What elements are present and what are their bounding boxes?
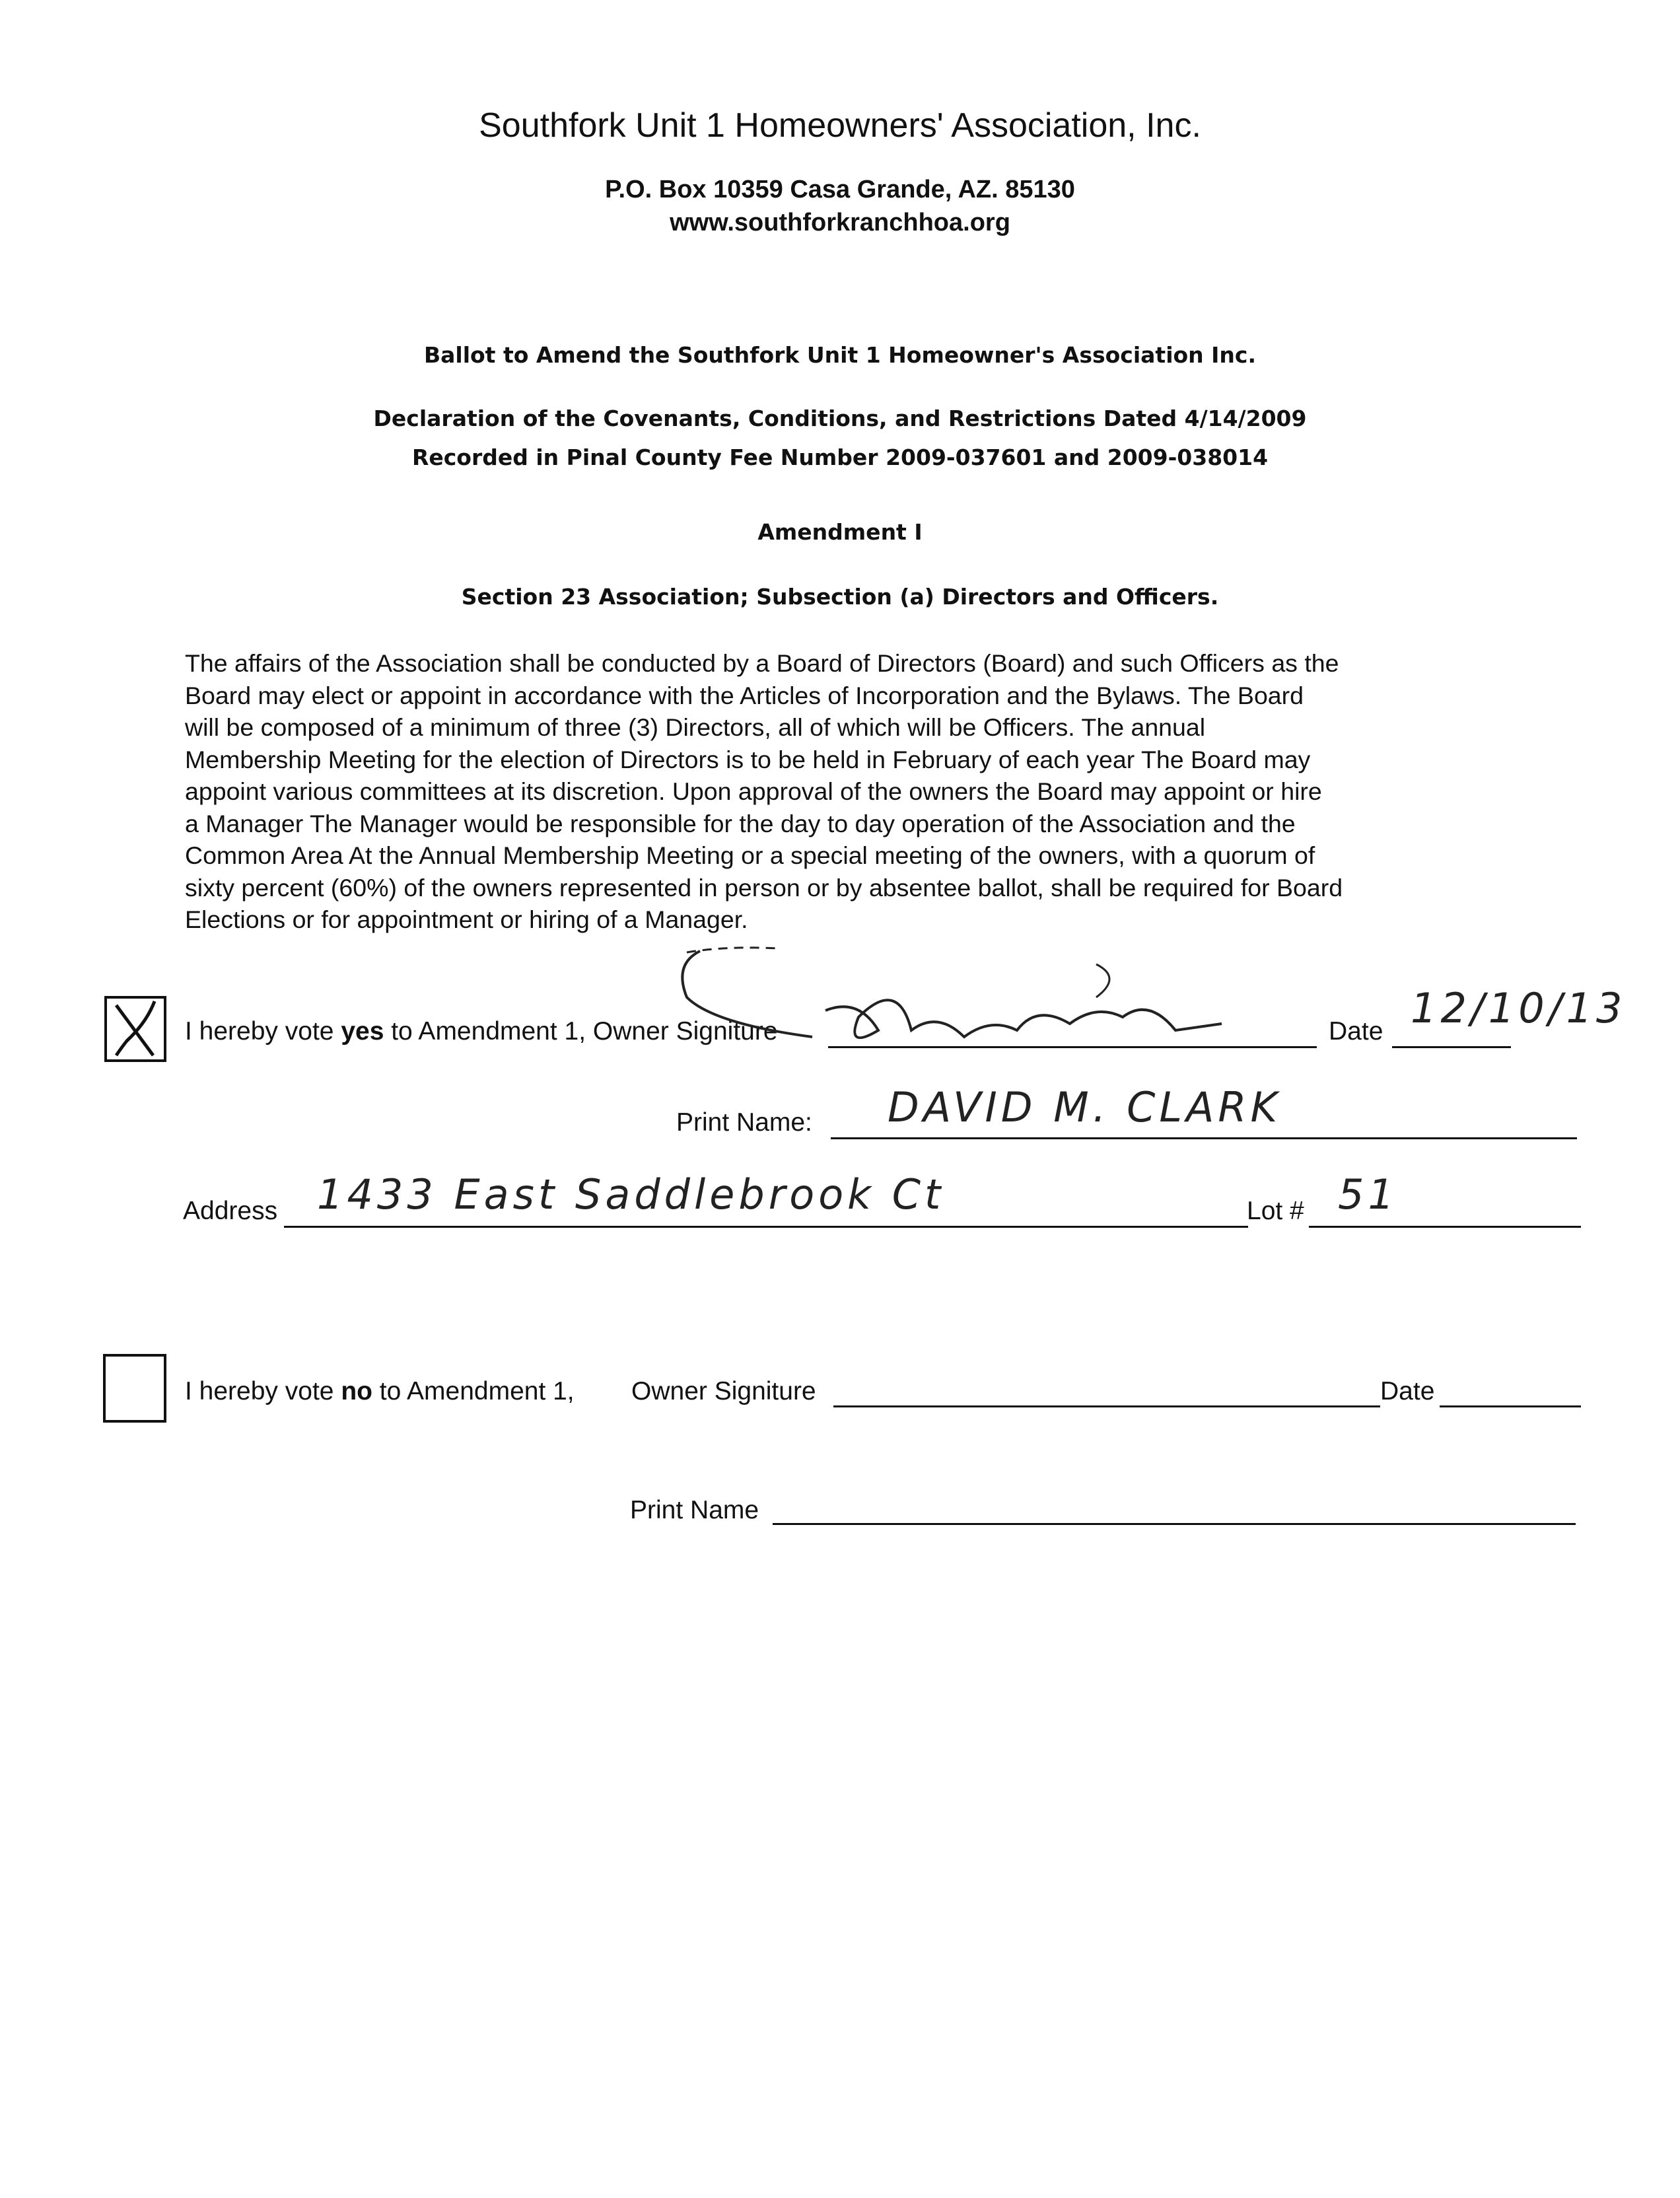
org-address-block bbox=[0, 173, 1680, 239]
body-line: Membership Meeting for the election of Directors is to be held in February of each year The Board may bbox=[185, 745, 1311, 773]
signature-scribble bbox=[660, 938, 1255, 1070]
amendment-heading: Amendment I bbox=[757, 519, 923, 545]
body-line: Common Area At the Annual Membership Meeting or a special meeting of the owners, with a quorum of bbox=[185, 841, 1315, 869]
recorded-heading: Recorded in Pinal County Fee Number 2009-037601 and 2009-038014 bbox=[411, 444, 1269, 470]
body-line: a Manager The Manager would be responsible for the day to day operation of the Association and the bbox=[185, 809, 1296, 837]
yes-print-name-value: DAVID M. CLARK bbox=[888, 1083, 1282, 1131]
lot-label: Lot # bbox=[1247, 1197, 1304, 1225]
lot-value: 51 bbox=[1338, 1170, 1398, 1219]
body-line: sixty percent (60%) of the owners represented in person or by absentee ballot, shall be required for Board bbox=[185, 873, 1343, 902]
body-line: appoint various committees at its discretion. Upon approval of the owners the Board may appoint or hire bbox=[185, 777, 1322, 805]
no-signature-line[interactable] bbox=[833, 1405, 1380, 1407]
ballot-heading: Ballot to Amend the Southfork Unit 1 Homeowner's Association Inc. bbox=[423, 342, 1257, 368]
yes-date-label: Date bbox=[1329, 1017, 1383, 1046]
no-date-label: Date bbox=[1380, 1377, 1435, 1405]
section-heading: Section 23 Association; Subsection (a) Directors and Officers. bbox=[461, 584, 1219, 610]
address-label: Address bbox=[183, 1197, 278, 1225]
address-value: 1433 East Saddlebrook Ct bbox=[317, 1170, 945, 1219]
body-line: The affairs of the Association shall be conducted by a Board of Directors (Board) and such Officers as the bbox=[185, 649, 1339, 677]
yes-vote-statement: I hereby vote yes to Amendment 1, Owner Signiture bbox=[185, 1017, 778, 1046]
no-vote-statement: I hereby vote no to Amendment 1, bbox=[185, 1377, 575, 1405]
amendment-body bbox=[185, 647, 1479, 936]
no-date-line[interactable] bbox=[1440, 1405, 1581, 1407]
no-checkbox[interactable] bbox=[103, 1354, 166, 1423]
org-address: P.O. Box 10359 Casa Grande, AZ. 85130 bbox=[605, 176, 1075, 203]
yes-checkbox[interactable] bbox=[104, 996, 166, 1062]
no-choice: no bbox=[341, 1377, 372, 1405]
yes-print-name-label: Print Name: bbox=[676, 1108, 812, 1137]
body-line: Board may elect or appoint in accordance with the Articles of Incorporation and the Bylaws. The Board bbox=[185, 681, 1304, 709]
no-print-name-label: Print Name bbox=[630, 1496, 759, 1524]
yes-print-name-line[interactable] bbox=[831, 1137, 1577, 1139]
address-line[interactable] bbox=[284, 1226, 1248, 1228]
org-name: Southfork Unit 1 Homeowners' Association, Inc. bbox=[479, 106, 1201, 145]
lot-line[interactable] bbox=[1309, 1226, 1581, 1228]
yes-choice: yes bbox=[341, 1017, 384, 1046]
declaration-heading: Declaration of the Covenants, Conditions, and Restrictions Dated 4/14/2009 bbox=[373, 406, 1307, 431]
yes-date-line[interactable] bbox=[1392, 1046, 1511, 1048]
no-print-name-line[interactable] bbox=[773, 1523, 1576, 1525]
org-website: www.southforkranchhoa.org bbox=[670, 209, 1010, 236]
body-line: Elections or for appointment or hiring of a Manager. bbox=[185, 905, 748, 933]
yes-date-value: 12/10/13 bbox=[1411, 984, 1627, 1032]
body-line: will be composed of a minimum of three (3) Directors, all of which will be Officers. The annual bbox=[185, 713, 1206, 741]
no-signature-label: Owner Signiture bbox=[631, 1377, 816, 1405]
checkmark-x-icon bbox=[107, 999, 164, 1059]
